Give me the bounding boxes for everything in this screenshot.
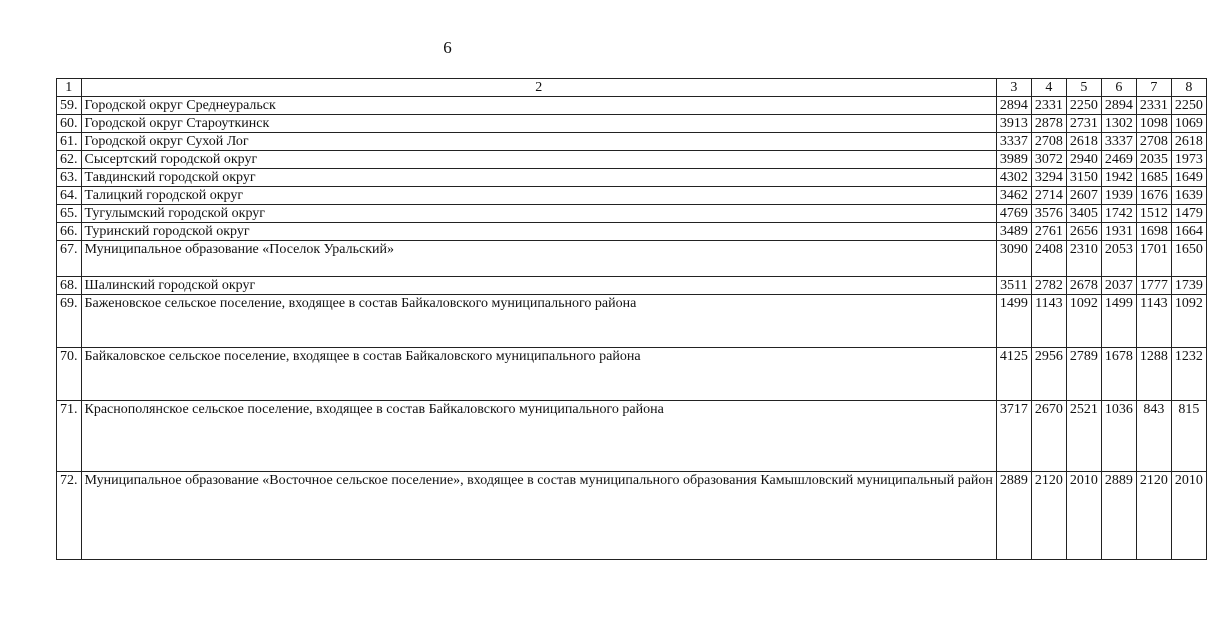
municipality-name-cell: Талицкий городской округ	[81, 187, 996, 205]
municipality-name-cell: Краснополянское сельское поселение, входящее в состав Байкаловского муниципального района	[81, 401, 996, 472]
row-number-cell: 69.	[57, 295, 82, 348]
value-cell-col-4: 1143	[1031, 295, 1066, 348]
value-cell-col-7: 1512	[1136, 205, 1171, 223]
header-cell: 5	[1066, 79, 1101, 97]
value-cell-col-5: 2678	[1066, 277, 1101, 295]
row-number-cell: 72.	[57, 472, 82, 560]
header-cell: 1	[57, 79, 82, 97]
value-cell-col-8: 1232	[1171, 348, 1206, 401]
table-row	[57, 348, 1207, 401]
table-row	[57, 115, 1207, 133]
value-cell-col-4: 2782	[1031, 277, 1066, 295]
municipality-name-cell: Туринский городской округ	[81, 223, 996, 241]
table-row	[57, 241, 1207, 277]
value-cell-col-7: 1676	[1136, 187, 1171, 205]
value-cell-col-4: 2878	[1031, 115, 1066, 133]
value-cell-col-7: 1701	[1136, 241, 1171, 277]
value-cell-col-5: 2521	[1066, 401, 1101, 472]
data-table	[56, 78, 1207, 560]
municipality-name-cell: Городской округ Староуткинск	[81, 115, 996, 133]
value-cell-col-3: 4125	[996, 348, 1031, 401]
row-number-cell: 71.	[57, 401, 82, 472]
municipality-name-cell: Городской округ Сухой Лог	[81, 133, 996, 151]
row-number-cell: 67.	[57, 241, 82, 277]
value-cell-col-5: 2618	[1066, 133, 1101, 151]
value-cell-col-5: 2656	[1066, 223, 1101, 241]
value-cell-col-8: 2010	[1171, 472, 1206, 560]
value-cell-col-4: 2956	[1031, 348, 1066, 401]
value-cell-col-4: 2331	[1031, 97, 1066, 115]
value-cell-col-8: 1639	[1171, 187, 1206, 205]
table-row	[57, 205, 1207, 223]
value-cell-col-8: 1739	[1171, 277, 1206, 295]
value-cell-col-8: 1092	[1171, 295, 1206, 348]
value-cell-col-6: 1678	[1101, 348, 1136, 401]
value-cell-col-8: 1649	[1171, 169, 1206, 187]
value-cell-col-7: 843	[1136, 401, 1171, 472]
value-cell-col-6: 3337	[1101, 133, 1136, 151]
value-cell-col-6: 2469	[1101, 151, 1136, 169]
value-cell-col-7: 1143	[1136, 295, 1171, 348]
value-cell-col-7: 2708	[1136, 133, 1171, 151]
value-cell-col-3: 3489	[996, 223, 1031, 241]
value-cell-col-5: 2940	[1066, 151, 1101, 169]
value-cell-col-5: 2250	[1066, 97, 1101, 115]
value-cell-col-3: 3511	[996, 277, 1031, 295]
value-cell-col-8: 2250	[1171, 97, 1206, 115]
value-cell-col-5: 3405	[1066, 205, 1101, 223]
value-cell-col-4: 2708	[1031, 133, 1066, 151]
table-header-row	[57, 79, 1207, 97]
value-cell-col-3: 3090	[996, 241, 1031, 277]
value-cell-col-6: 1931	[1101, 223, 1136, 241]
value-cell-col-3: 3717	[996, 401, 1031, 472]
value-cell-col-6: 1302	[1101, 115, 1136, 133]
table-row	[57, 169, 1207, 187]
value-cell-col-3: 4302	[996, 169, 1031, 187]
page-number: 6	[443, 38, 452, 57]
value-cell-col-6: 1499	[1101, 295, 1136, 348]
value-cell-col-3: 2894	[996, 97, 1031, 115]
value-cell-col-8: 1664	[1171, 223, 1206, 241]
header-cell: 2	[81, 79, 996, 97]
municipality-name-cell: Муниципальное образование «Поселок Уральский»	[81, 241, 996, 277]
value-cell-col-5: 2010	[1066, 472, 1101, 560]
value-cell-col-7: 1777	[1136, 277, 1171, 295]
value-cell-col-4: 3294	[1031, 169, 1066, 187]
table-row	[57, 223, 1207, 241]
value-cell-col-5: 2607	[1066, 187, 1101, 205]
value-cell-col-5: 2731	[1066, 115, 1101, 133]
row-number-cell: 63.	[57, 169, 82, 187]
value-cell-col-7: 2035	[1136, 151, 1171, 169]
row-number-cell: 64.	[57, 187, 82, 205]
value-cell-col-3: 1499	[996, 295, 1031, 348]
value-cell-col-4: 2714	[1031, 187, 1066, 205]
header-cell: 6	[1101, 79, 1136, 97]
value-cell-col-6: 2053	[1101, 241, 1136, 277]
table-row	[57, 97, 1207, 115]
municipality-name-cell: Сысертский городской округ	[81, 151, 996, 169]
value-cell-col-6: 2894	[1101, 97, 1136, 115]
value-cell-col-3: 3913	[996, 115, 1031, 133]
header-cell: 3	[996, 79, 1031, 97]
municipality-name-cell: Тавдинский городской округ	[81, 169, 996, 187]
value-cell-col-7: 2331	[1136, 97, 1171, 115]
table-row	[57, 401, 1207, 472]
municipality-name-cell: Шалинский городской округ	[81, 277, 996, 295]
value-cell-col-5: 3150	[1066, 169, 1101, 187]
value-cell-col-7: 1098	[1136, 115, 1171, 133]
value-cell-col-3: 4769	[996, 205, 1031, 223]
municipality-name-cell: Городской округ Среднеуральск	[81, 97, 996, 115]
value-cell-col-3: 3462	[996, 187, 1031, 205]
value-cell-col-6: 1036	[1101, 401, 1136, 472]
value-cell-col-3: 3989	[996, 151, 1031, 169]
table-row	[57, 277, 1207, 295]
table-row	[57, 472, 1207, 560]
value-cell-col-8: 1650	[1171, 241, 1206, 277]
value-cell-col-5: 2310	[1066, 241, 1101, 277]
value-cell-col-8: 815	[1171, 401, 1206, 472]
table-row	[57, 187, 1207, 205]
header-cell: 8	[1171, 79, 1206, 97]
header-cell: 4	[1031, 79, 1066, 97]
municipality-name-cell: Баженовское сельское поселение, входящее в состав Байкаловского муниципального района	[81, 295, 996, 348]
municipality-name-cell: Муниципальное образование «Восточное сельское поселение», входящее в состав муниципального образования Камышловский муниципальный район	[81, 472, 996, 560]
value-cell-col-8: 1973	[1171, 151, 1206, 169]
row-number-cell: 70.	[57, 348, 82, 401]
value-cell-col-5: 1092	[1066, 295, 1101, 348]
row-number-cell: 60.	[57, 115, 82, 133]
value-cell-col-7: 1698	[1136, 223, 1171, 241]
value-cell-col-3: 2889	[996, 472, 1031, 560]
value-cell-col-6: 2037	[1101, 277, 1136, 295]
value-cell-col-6: 2889	[1101, 472, 1136, 560]
row-number-cell: 59.	[57, 97, 82, 115]
row-number-cell: 61.	[57, 133, 82, 151]
value-cell-col-8: 1479	[1171, 205, 1206, 223]
value-cell-col-7: 2120	[1136, 472, 1171, 560]
value-cell-col-8: 2618	[1171, 133, 1206, 151]
value-cell-col-4: 2120	[1031, 472, 1066, 560]
value-cell-col-6: 1939	[1101, 187, 1136, 205]
value-cell-col-6: 1942	[1101, 169, 1136, 187]
row-number-cell: 68.	[57, 277, 82, 295]
row-number-cell: 62.	[57, 151, 82, 169]
value-cell-col-6: 1742	[1101, 205, 1136, 223]
row-number-cell: 66.	[57, 223, 82, 241]
table-row	[57, 133, 1207, 151]
municipality-name-cell: Тугулымский городской округ	[81, 205, 996, 223]
header-cell: 7	[1136, 79, 1171, 97]
value-cell-col-4: 2408	[1031, 241, 1066, 277]
value-cell-col-7: 1685	[1136, 169, 1171, 187]
value-cell-col-7: 1288	[1136, 348, 1171, 401]
table-row	[57, 295, 1207, 348]
value-cell-col-3: 3337	[996, 133, 1031, 151]
value-cell-col-4: 2761	[1031, 223, 1066, 241]
table-body	[57, 79, 1207, 560]
row-number-cell: 65.	[57, 205, 82, 223]
value-cell-col-8: 1069	[1171, 115, 1206, 133]
value-cell-col-4: 2670	[1031, 401, 1066, 472]
table-row	[57, 151, 1207, 169]
value-cell-col-4: 3576	[1031, 205, 1066, 223]
value-cell-col-4: 3072	[1031, 151, 1066, 169]
value-cell-col-5: 2789	[1066, 348, 1101, 401]
municipality-name-cell: Байкаловское сельское поселение, входящее в состав Байкаловского муниципального района	[81, 348, 996, 401]
